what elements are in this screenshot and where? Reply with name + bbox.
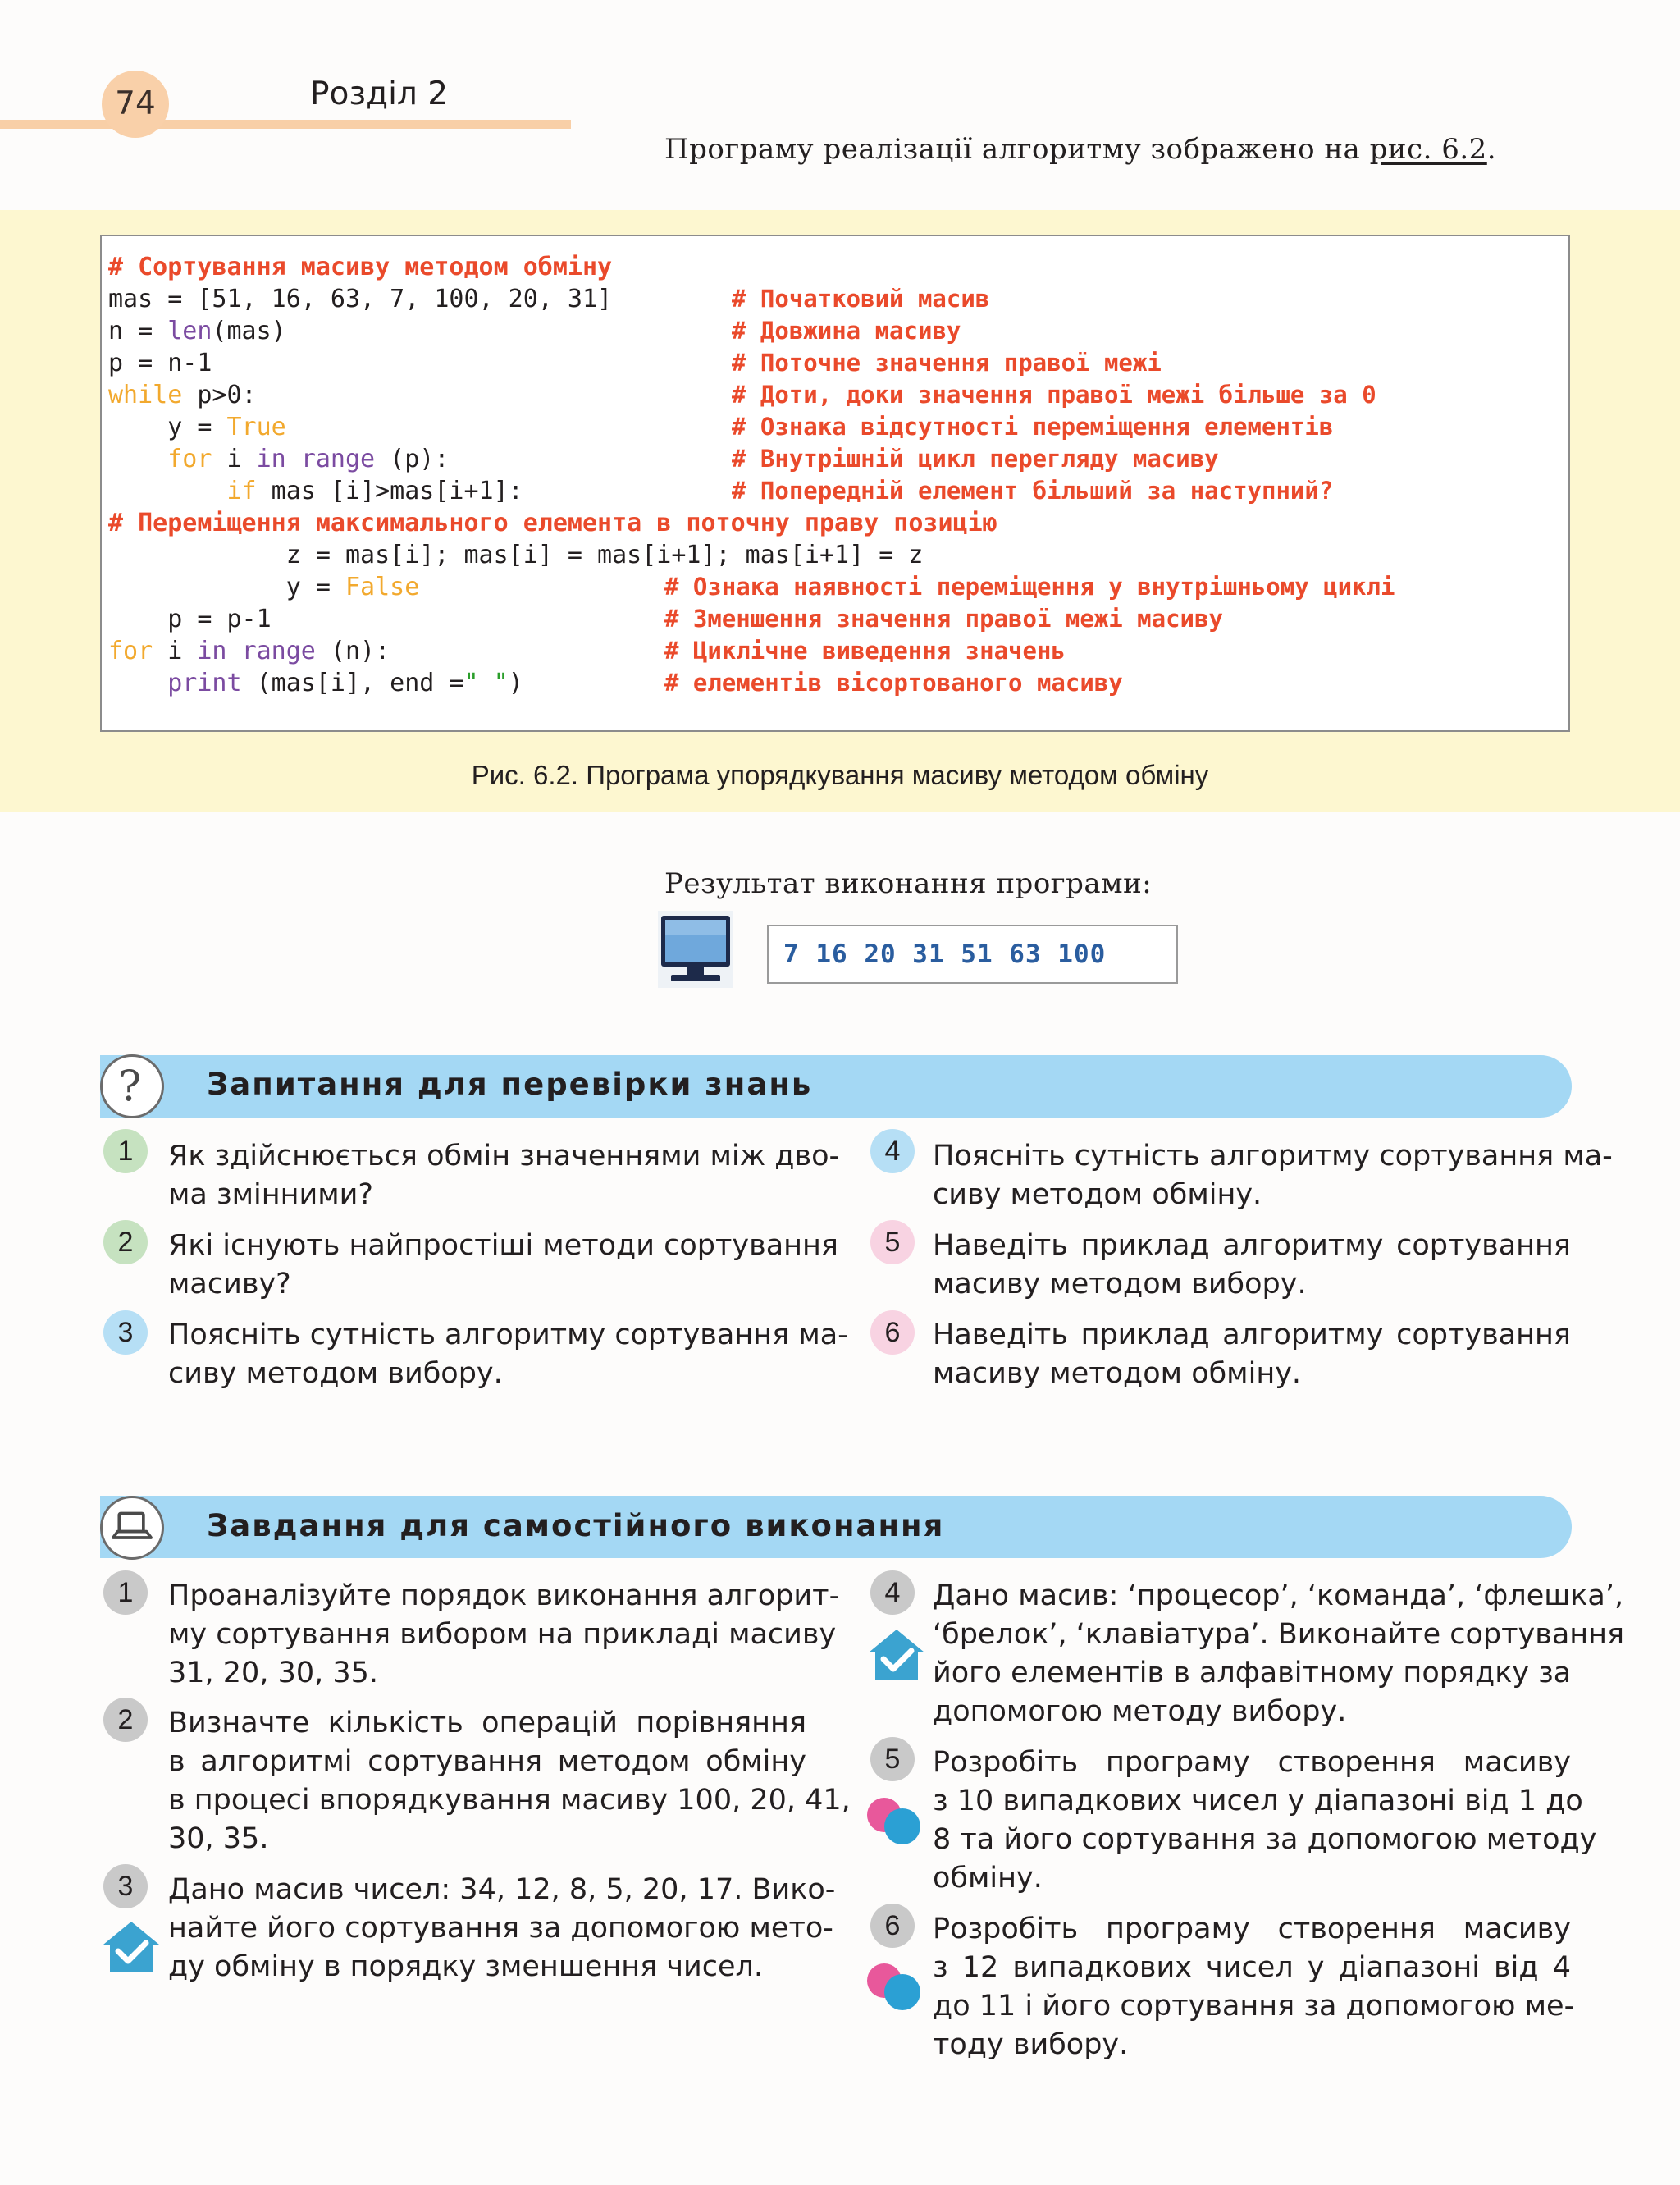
code-line: p = p-1 — [108, 605, 272, 633]
tasks-title: Завдання для самостійного виконання — [207, 1508, 945, 1543]
question-item: Поясніть сутність алгоритму сортування ма- сиву методом обміну. — [933, 1140, 1613, 1211]
code-comment: # Поточне значення правої межі — [732, 349, 1162, 377]
code-line: print (mas[i], end =" ") — [167, 669, 523, 697]
figure-reference[interactable]: рис. 6.2 — [1369, 133, 1487, 166]
question-number: 6 — [870, 1310, 915, 1355]
task-number: 6 — [870, 1904, 915, 1948]
code-line: if mas [i]>mas[i+1]: — [226, 477, 523, 505]
program-output: 7 16 20 31 51 63 100 — [767, 925, 1178, 984]
code-line: y = False — [108, 573, 420, 601]
code-line: while p>0: — [108, 381, 257, 409]
code-comment: # Внутрішній цикл перегляду масиву — [732, 445, 1219, 473]
question-item: Які існують найпростіші методи сортування масиву? — [168, 1229, 838, 1300]
task-number: 3 — [103, 1864, 148, 1908]
questions-title: Запитання для перевірки знань — [207, 1067, 813, 1102]
pair-work-icon — [865, 1795, 925, 1848]
code-comment: # Зменшення значення правої межі масиву — [664, 605, 1223, 633]
question-number: 5 — [870, 1220, 915, 1264]
question-item: Поясніть сутність алгоритму сортування ма- сиву методом вибору. — [168, 1319, 848, 1390]
code-line: n = len(mas) — [108, 317, 286, 345]
computer-monitor-icon — [656, 909, 735, 991]
code-comment: # Переміщення максимального елемента в поточну праву позицію — [108, 509, 998, 537]
code-comment: # Ознака наявності переміщення у внутрішньому циклі — [664, 573, 1395, 601]
header-rule — [0, 120, 571, 129]
result-label: Результат виконання програми: — [664, 867, 1153, 900]
code-comment: # елементів вісортованого масиву — [664, 669, 1123, 697]
code-comment: # Циклічне виведення значень — [664, 637, 1066, 665]
task-item: Розробіть програму створення масиву з 12 випадкових чисел у діапазоні від 4 до 11 і його сортування за допомогою ме- тоду вибору. — [933, 1913, 1575, 2061]
svg-text:?: ? — [118, 1062, 142, 1112]
home-task-icon — [102, 1918, 161, 1974]
code-line: for i in range (n): — [108, 637, 390, 665]
question-number: 1 — [103, 1129, 148, 1173]
figure-caption: Рис. 6.2. Програма упорядкування масиву методом обміну — [471, 760, 1209, 790]
task-number: 5 — [870, 1737, 915, 1781]
laptop-icon — [100, 1496, 164, 1560]
question-mark-icon — [100, 1054, 164, 1118]
question-item: Наведіть приклад алгоритму сортування масиву методом обміну. — [933, 1319, 1571, 1390]
question-item: Наведіть приклад алгоритму сортування масиву методом вибору. — [933, 1229, 1571, 1300]
code-comment: # Початковий масив — [732, 285, 990, 313]
code-line: for i in range (p): — [167, 445, 450, 473]
code-comment-title: # Сортування масиву методом обміну — [108, 253, 613, 281]
section-title: Розділ 2 — [310, 75, 449, 112]
code-line: y = True — [108, 413, 286, 441]
task-number: 4 — [870, 1570, 915, 1615]
task-number: 1 — [103, 1570, 148, 1615]
page-number: 74 — [102, 71, 169, 138]
code-line: p = n-1 — [108, 349, 212, 377]
task-item: Дано масив: ‘процесор’, ‘команда’, ‘флешка’, ‘брелок’, ‘клавіатура’. Виконайте сортування його елементів в алфавітному порядку за допомогою методу вибору. — [933, 1579, 1625, 1728]
code-comment: # Ознака відсутності переміщення елементів — [732, 413, 1334, 441]
question-number: 2 — [103, 1220, 148, 1264]
question-item: Як здійснюється обмін значеннями між дво- ма змінними? — [168, 1140, 840, 1211]
code-line: mas = [51, 16, 63, 7, 100, 20, 31] — [108, 285, 613, 313]
task-item: Визначте кількість операцій порівняння в алгоритмі сортування методом обміну в процесі впорядкування масиву 100, 20, 41, 30, 35. — [168, 1707, 851, 1855]
code-comment: # Попередній елемент більший за наступний? — [732, 477, 1334, 505]
task-item: Проаналізуйте порядок виконання алгорит- му сортування вибором на прикладі масиву 31, 20, 30, 35. — [168, 1579, 840, 1689]
code-comment: # Довжина масиву — [732, 317, 961, 345]
task-number: 2 — [103, 1698, 148, 1742]
question-number: 3 — [103, 1310, 148, 1355]
home-task-icon — [867, 1626, 926, 1682]
task-item: Дано масив чисел: 34, 12, 8, 5, 20, 17. Вико- найте його сортування за допомогою мето- ду обміну в порядку зменшення чисел. — [168, 1873, 836, 1983]
intro-text: Програму реалізації алгоритму зображено на рис. 6.2. — [664, 133, 1497, 166]
question-number: 4 — [870, 1129, 915, 1173]
task-item: Розробіть програму створення масиву з 10 випадкових чисел у діапазоні від 1 до 8 та його сортування за допомогою методу обміну. — [933, 1746, 1597, 1895]
code-comment: # Доти, доки значення правої межі більше за 0 — [732, 381, 1376, 409]
code-line: z = mas[i]; mas[i] = mas[i+1]; mas[i+1] = z — [108, 541, 924, 569]
pair-work-icon — [865, 1961, 925, 2014]
